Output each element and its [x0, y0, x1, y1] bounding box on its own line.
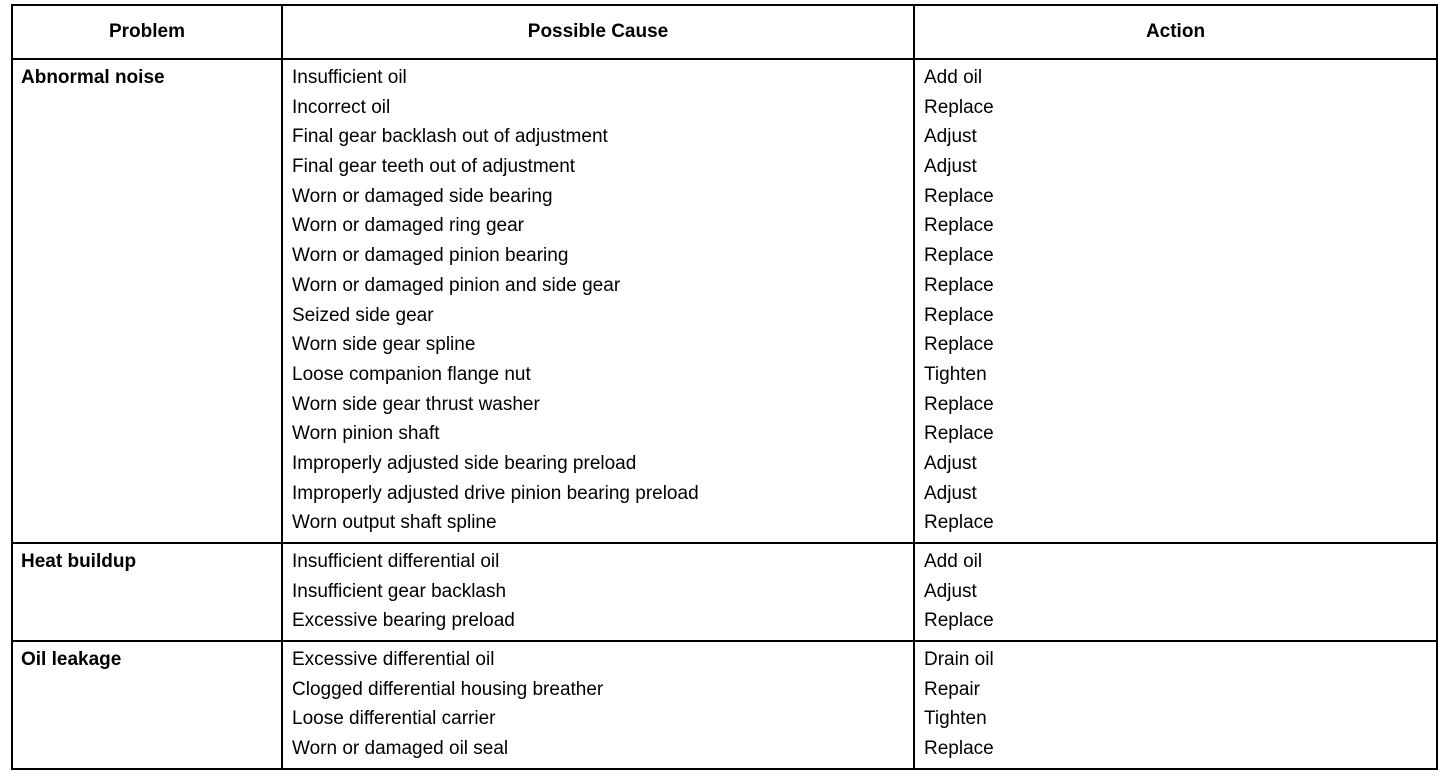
problem-group-row [12, 59, 1437, 543]
action-item: Replace [924, 245, 994, 267]
possible-cause-item: Insufficient gear backlash [292, 580, 507, 602]
possible-cause-item: Worn side gear thrust washer [292, 393, 540, 415]
problem-cell: Heat buildup [12, 543, 282, 641]
table-body [12, 59, 1437, 769]
possible-cause-item: Worn or damaged side bearing [292, 185, 553, 207]
action-item: Replace [924, 334, 994, 356]
possible-cause-cell [282, 59, 914, 543]
possible-cause-item: Incorrect oil [292, 96, 391, 118]
table-header [12, 5, 1437, 59]
possible-cause-item: Final gear teeth out of adjustment [292, 156, 576, 178]
action-item: Tighten [924, 363, 987, 385]
possible-cause-item: Loose differential carrier [292, 708, 496, 730]
possible-cause-item: Worn or damaged pinion bearing [292, 245, 569, 267]
action-cell [914, 543, 1437, 641]
possible-cause-item: Worn or damaged oil seal [292, 738, 509, 760]
possible-cause-item: Clogged differential housing breather [292, 678, 604, 700]
action-item: Add oil [924, 67, 983, 88]
header-possible-cause: Possible Cause [282, 5, 914, 59]
problem-cell: Abnormal noise [12, 59, 282, 543]
header-problem: Problem [12, 5, 282, 59]
possible-cause-item: Insufficient oil [292, 67, 407, 88]
action-item: Replace [924, 512, 994, 534]
action-item: Replace [924, 393, 994, 415]
possible-cause-item: Final gear backlash out of adjustment [292, 126, 608, 148]
problem-group-row [12, 641, 1437, 769]
action-item: Repair [924, 678, 980, 700]
possible-cause-item: Worn pinion shaft [292, 423, 440, 445]
possible-cause-item: Worn or damaged pinion and side gear [292, 274, 621, 296]
possible-cause-item: Insufficient differential oil [292, 551, 500, 572]
possible-cause-item: Improperly adjusted side bearing preload [292, 452, 637, 474]
action-item: Replace [924, 274, 994, 296]
header-action: Action [914, 5, 1437, 59]
action-item: Replace [924, 185, 994, 207]
troubleshooting-table [11, 4, 1438, 770]
action-cell [914, 641, 1437, 769]
action-item: Adjust [924, 156, 977, 178]
action-item: Drain oil [924, 649, 994, 671]
action-item: Replace [924, 738, 994, 760]
possible-cause-item: Excessive differential oil [292, 649, 495, 671]
action-item: Replace [924, 610, 994, 632]
possible-cause-item: Excessive bearing preload [292, 610, 515, 632]
action-item: Replace [924, 215, 994, 237]
problem-group-row [12, 543, 1437, 641]
possible-cause-item: Worn side gear spline [292, 334, 476, 356]
possible-cause-item: Seized side gear [292, 304, 434, 326]
header-row [12, 5, 1437, 59]
possible-cause-item: Worn output shaft spline [292, 512, 497, 534]
action-item: Replace [924, 423, 994, 445]
possible-cause-item: Loose companion flange nut [292, 363, 531, 385]
action-item: Adjust [924, 482, 977, 504]
possible-cause-cell [282, 543, 914, 641]
action-item: Tighten [924, 708, 987, 730]
possible-cause-cell [282, 641, 914, 769]
problem-cell: Oil leakage [12, 641, 282, 769]
possible-cause-item: Worn or damaged ring gear [292, 215, 524, 237]
action-item: Replace [924, 304, 994, 326]
action-item: Adjust [924, 452, 977, 474]
possible-cause-item: Improperly adjusted drive pinion bearing preload [292, 482, 699, 504]
action-item: Adjust [924, 126, 977, 148]
action-item: Add oil [924, 551, 983, 572]
action-item: Adjust [924, 580, 977, 602]
action-cell [914, 59, 1437, 543]
action-item: Replace [924, 96, 994, 118]
